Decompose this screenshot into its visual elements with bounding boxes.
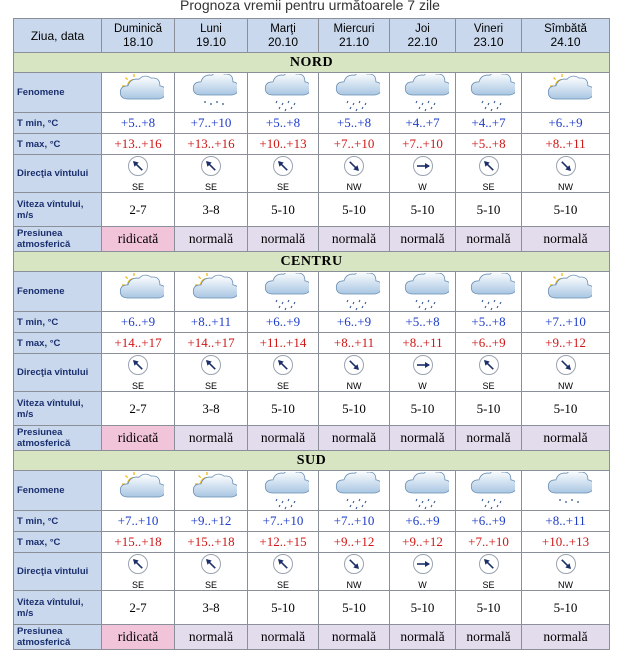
wind-speed-value: 5-10: [522, 193, 610, 227]
sun-cloud-icon: [102, 471, 175, 511]
phenomena-row: [14, 73, 610, 113]
wind-direction-cell: [390, 354, 456, 392]
tmin-value: +7..+10: [248, 511, 319, 532]
wind-speed-value: 5-10: [319, 591, 390, 625]
wind-direction-cell: [248, 155, 319, 193]
row-label-presiunea: Presiunea atmosferică: [14, 426, 102, 451]
phenomena-row: [14, 471, 610, 511]
wind-speed-value: 5-10: [248, 591, 319, 625]
pressure-value: ridicată: [102, 227, 175, 252]
wind-speed-value: 5-10: [456, 591, 522, 625]
wind-direction-row: [14, 354, 610, 392]
row-label-presiunea: Presiunea atmosferică: [14, 625, 102, 650]
wind-speed-value: 2-7: [102, 392, 175, 426]
wind-arrow-icon: [478, 354, 500, 381]
day-date: 23.10: [473, 34, 504, 49]
cloud-rain-icon: [456, 272, 522, 312]
pressure-value: normală: [522, 426, 610, 451]
tmin-value: +7..+10: [319, 511, 390, 532]
wind-direction-cell: [102, 354, 175, 392]
sun-cloud-icon: [102, 73, 175, 113]
wind-direction-label: W: [418, 381, 427, 391]
day-name: Miercuri: [333, 22, 375, 35]
forecast-table: [13, 18, 610, 650]
pressure-value: normală: [175, 227, 248, 252]
wind-speed-value: 5-10: [390, 392, 456, 426]
region-name: CENTRU: [14, 252, 610, 272]
cloud-rain-icon: [390, 73, 456, 113]
tmax-value: +6..+9: [456, 333, 522, 354]
day-date: 18.10: [122, 34, 154, 49]
row-label-directia: Direcţia vîntului: [14, 354, 102, 392]
row-label-fenomene: Fenomene: [14, 272, 102, 312]
cloud-rain-icon: [248, 272, 319, 312]
cloud-rain-icon: [456, 73, 522, 113]
day-date: 20.10: [267, 34, 299, 49]
tmin-value: +6..+9: [248, 312, 319, 333]
wind-arrow-icon: [272, 553, 294, 580]
tmin-value: +6..+9: [456, 511, 522, 532]
pressure-value: normală: [319, 625, 390, 650]
tmax-value: +9..+12: [319, 532, 390, 553]
pressure-value: normală: [456, 625, 522, 650]
wind-direction-row: [14, 155, 610, 193]
wind-direction-label: SE: [204, 381, 217, 391]
wind-direction-label: SE: [131, 182, 144, 192]
wind-arrow-icon: [272, 354, 294, 381]
wind-direction-cell: [102, 553, 175, 591]
day-name: Marţi: [270, 22, 296, 35]
wind-direction-label: NW: [346, 182, 362, 192]
row-label-viteza: Viteza vîntului, m/s: [14, 193, 102, 227]
pressure-value: normală: [522, 625, 610, 650]
wind-speed-value: 2-7: [102, 591, 175, 625]
wind-speed-value: 5-10: [390, 193, 456, 227]
wind-direction-label: SE: [482, 580, 495, 590]
wind-arrow-icon: [127, 553, 149, 580]
cloud-rain-icon: [319, 471, 390, 511]
tmax-row: [14, 333, 610, 354]
cloud-rain-icon: [390, 471, 456, 511]
header-row: [14, 19, 610, 53]
wind-direction-label: SE: [276, 580, 289, 590]
day-header: [522, 19, 610, 53]
wind-direction-cell: [319, 553, 390, 591]
wind-arrow-icon: [200, 354, 222, 381]
row-label-viteza: Viteza vîntului, m/s: [14, 591, 102, 625]
wind-arrow-icon: [478, 553, 500, 580]
pressure-value: normală: [456, 426, 522, 451]
tmin-value: +5..+8: [456, 312, 522, 333]
wind-arrow-icon: [412, 354, 434, 381]
header-label: Ziua, data: [14, 19, 102, 53]
wind-arrow-icon: [343, 155, 365, 182]
pressure-value: normală: [390, 426, 456, 451]
region-row: [14, 451, 610, 471]
pressure-row: [14, 426, 610, 451]
tmin-row: [14, 113, 610, 134]
cloud-rain-icon: [390, 272, 456, 312]
wind-arrow-icon: [555, 354, 577, 381]
tmin-value: +6..+9: [522, 113, 610, 134]
wind-direction-label: SE: [276, 182, 289, 192]
wind-direction-cell: [319, 155, 390, 193]
day-name: Vineri: [473, 22, 504, 35]
wind-arrow-icon: [127, 155, 149, 182]
wind-direction-cell: [456, 354, 522, 392]
pressure-value: normală: [248, 426, 319, 451]
wind-direction-label: NW: [346, 580, 362, 590]
tmax-value: +9..+12: [522, 333, 610, 354]
wind-direction-cell: [175, 553, 248, 591]
day-name: Joi: [415, 22, 430, 35]
wind-direction-cell: [456, 553, 522, 591]
wind-direction-cell: [390, 155, 456, 193]
tmin-value: +7..+10: [175, 113, 248, 134]
wind-direction-label: NW: [558, 580, 573, 590]
wind-arrow-icon: [343, 553, 365, 580]
wind-speed-value: 5-10: [248, 392, 319, 426]
wind-arrow-icon: [343, 354, 365, 381]
wind-arrow-icon: [127, 354, 149, 381]
tmax-value: +9..+12: [390, 532, 456, 553]
row-label-fenomene: Fenomene: [14, 471, 102, 511]
wind-arrow-icon: [478, 155, 500, 182]
wind-speed-row: [14, 193, 610, 227]
wind-arrow-icon: [272, 155, 294, 182]
sun-cloud-icon: [522, 73, 610, 113]
pressure-value: ridicată: [102, 625, 175, 650]
wind-arrow-icon: [200, 155, 222, 182]
tmax-value: +15..+18: [102, 532, 175, 553]
pressure-value: normală: [248, 625, 319, 650]
tmax-value: +7..+10: [390, 134, 456, 155]
wind-direction-label: W: [418, 182, 427, 192]
tmax-value: +10..+13: [522, 532, 610, 553]
wind-direction-label: SE: [204, 580, 217, 590]
row-label-tmin: T min, °C: [14, 511, 102, 532]
wind-speed-value: 5-10: [522, 591, 610, 625]
day-date: 22.10: [407, 34, 438, 49]
pressure-value: normală: [175, 426, 248, 451]
day-header: [456, 19, 522, 53]
tmax-value: +11..+14: [248, 333, 319, 354]
day-name: Sîmbătă: [544, 22, 587, 35]
cloud-rain-icon: [319, 272, 390, 312]
wind-direction-cell: [522, 354, 610, 392]
tmax-value: +7..+10: [319, 134, 390, 155]
day-date: 24.10: [550, 34, 581, 49]
tmin-row: [14, 511, 610, 532]
wind-speed-value: 5-10: [456, 392, 522, 426]
wind-speed-value: 5-10: [522, 392, 610, 426]
wind-direction-label: SE: [482, 182, 495, 192]
tmin-value: +6..+9: [102, 312, 175, 333]
wind-direction-row: [14, 553, 610, 591]
cloud-rain-icon: [456, 471, 522, 511]
tmax-value: +15..+18: [175, 532, 248, 553]
wind-direction-cell: [248, 354, 319, 392]
region-name: NORD: [14, 53, 610, 73]
tmin-value: +4..+7: [390, 113, 456, 134]
sun-cloud-icon: [522, 272, 610, 312]
wind-speed-value: 5-10: [319, 193, 390, 227]
wind-direction-label: SE: [482, 381, 495, 391]
sun-cloud-icon: [102, 272, 175, 312]
row-label-fenomene: Fenomene: [14, 73, 102, 113]
row-label-tmax: T max, °C: [14, 134, 102, 155]
tmin-value: +6..+9: [390, 511, 456, 532]
pressure-row: [14, 227, 610, 252]
day-header: [175, 19, 248, 53]
day-name: Duminică: [114, 22, 162, 35]
wind-direction-cell: [248, 553, 319, 591]
day-date: 21.10: [338, 34, 370, 49]
wind-arrow-icon: [412, 553, 434, 580]
tmax-value: +13..+16: [102, 134, 175, 155]
row-label-tmin: T min, °C: [14, 312, 102, 333]
tmax-value: +8..+11: [522, 134, 610, 155]
pressure-value: normală: [175, 625, 248, 650]
wind-direction-label: SE: [204, 182, 217, 192]
tmax-value: +14..+17: [175, 333, 248, 354]
pressure-value: normală: [390, 625, 456, 650]
pressure-value: normală: [522, 227, 610, 252]
row-label-presiunea: Presiunea atmosferică: [14, 227, 102, 252]
row-label-tmin: T min, °C: [14, 113, 102, 134]
wind-arrow-icon: [555, 155, 577, 182]
tmax-value: +14..+17: [102, 333, 175, 354]
wind-direction-label: W: [418, 580, 427, 590]
wind-speed-value: 5-10: [456, 193, 522, 227]
tmax-value: +13..+16: [175, 134, 248, 155]
sun-cloud-icon: [175, 471, 248, 511]
wind-direction-label: SE: [276, 381, 289, 391]
day-header: [102, 19, 175, 53]
tmax-value: +5..+8: [456, 134, 522, 155]
wind-direction-label: NW: [558, 381, 573, 391]
wind-speed-row: [14, 392, 610, 426]
wind-direction-cell: [175, 155, 248, 193]
day-header: [248, 19, 319, 53]
row-label-directia: Direcţia vîntului: [14, 155, 102, 193]
wind-direction-label: SE: [131, 381, 144, 391]
cloud-drizzle-icon: [175, 73, 248, 113]
day-header: [390, 19, 456, 53]
tmin-value: +6..+9: [319, 312, 390, 333]
cloud-drizzle-icon: [522, 471, 610, 511]
pressure-value: ridicată: [102, 426, 175, 451]
day-date: 19.10: [195, 34, 227, 49]
tmin-value: +5..+8: [248, 113, 319, 134]
pressure-value: normală: [319, 227, 390, 252]
wind-direction-cell: [390, 553, 456, 591]
page-title: Prognoza vremii pentru următoarele 7 zile: [180, 0, 440, 13]
tmin-value: +8..+11: [522, 511, 610, 532]
tmax-value: +7..+10: [456, 532, 522, 553]
wind-direction-cell: [319, 354, 390, 392]
wind-speed-value: 3-8: [175, 392, 248, 426]
phenomena-row: [14, 272, 610, 312]
tmin-value: +7..+10: [522, 312, 610, 333]
row-label-viteza: Viteza vîntului, m/s: [14, 392, 102, 426]
wind-speed-value: 5-10: [248, 193, 319, 227]
tmax-row: [14, 532, 610, 553]
cloud-rain-icon: [248, 73, 319, 113]
tmin-value: +4..+7: [456, 113, 522, 134]
wind-speed-value: 3-8: [175, 193, 248, 227]
wind-arrow-icon: [555, 553, 577, 580]
tmax-value: +10..+13: [248, 134, 319, 155]
tmin-value: +7..+10: [102, 511, 175, 532]
tmax-value: +8..+11: [319, 333, 390, 354]
wind-direction-label: NW: [558, 182, 573, 192]
wind-speed-value: 2-7: [102, 193, 175, 227]
wind-direction-label: SE: [131, 580, 144, 590]
tmin-value: +8..+11: [175, 312, 248, 333]
region-row: [14, 252, 610, 272]
wind-speed-value: 5-10: [390, 591, 456, 625]
cloud-rain-icon: [248, 471, 319, 511]
row-label-tmax: T max, °C: [14, 532, 102, 553]
tmin-value: +5..+8: [102, 113, 175, 134]
wind-arrow-icon: [412, 155, 434, 182]
pressure-value: normală: [319, 426, 390, 451]
pressure-value: normală: [456, 227, 522, 252]
wind-speed-value: 5-10: [319, 392, 390, 426]
region-name: SUD: [14, 451, 610, 471]
pressure-value: normală: [390, 227, 456, 252]
wind-arrow-icon: [200, 553, 222, 580]
pressure-row: [14, 625, 610, 650]
wind-direction-label: NW: [346, 381, 362, 391]
wind-direction-cell: [102, 155, 175, 193]
region-row: [14, 53, 610, 73]
wind-direction-cell: [456, 155, 522, 193]
wind-speed-row: [14, 591, 610, 625]
tmin-value: +5..+8: [319, 113, 390, 134]
tmax-value: +12..+15: [248, 532, 319, 553]
row-label-tmax: T max, °C: [14, 333, 102, 354]
cloud-rain-icon: [319, 73, 390, 113]
tmax-value: +8..+11: [390, 333, 456, 354]
tmin-value: +5..+8: [390, 312, 456, 333]
wind-speed-value: 3-8: [175, 591, 248, 625]
pressure-value: normală: [248, 227, 319, 252]
sun-cloud-icon: [175, 272, 248, 312]
wind-direction-cell: [175, 354, 248, 392]
day-header: [319, 19, 390, 53]
wind-direction-cell: [522, 155, 610, 193]
wind-direction-cell: [522, 553, 610, 591]
tmax-row: [14, 134, 610, 155]
day-name: Luni: [200, 22, 222, 35]
row-label-directia: Direcţia vîntului: [14, 553, 102, 591]
tmin-row: [14, 312, 610, 333]
tmin-value: +9..+12: [175, 511, 248, 532]
